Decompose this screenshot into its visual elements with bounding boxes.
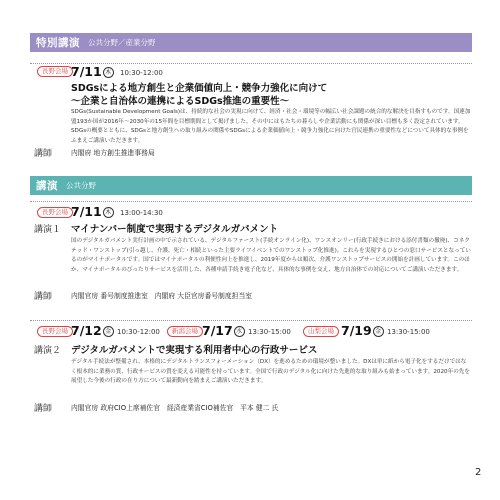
weekday-badge: 木 <box>103 207 114 218</box>
event-time: 13:30-15:00 <box>387 328 430 336</box>
date-text: 7/11 <box>71 64 102 79</box>
special-lecture-heading: 特別講演 <box>36 37 80 49</box>
event-date <box>341 323 384 338</box>
venue-badge: 長野会場 <box>37 66 73 77</box>
event-date <box>71 204 114 219</box>
divider <box>30 320 472 321</box>
divider <box>30 201 472 202</box>
date-text: 7/11 <box>71 204 102 219</box>
lecturer-name: 内閣官房 番号制度推進室 内閣府 大臣官房番号制度担当室 <box>71 292 253 300</box>
special-lecture-header <box>30 33 472 52</box>
lecture-title: SDGsによる地方創生と企業価値向上・競争力強化に向けて <box>71 83 328 94</box>
event-date <box>71 323 114 338</box>
lecture-number: 講演１ <box>34 225 62 235</box>
weekday-badge: 木 <box>103 67 114 78</box>
public-lecture-field: 公共分野 <box>66 181 96 190</box>
venue-badge: 新潟会場 <box>167 326 203 337</box>
lecturer-name: 内閣官房 政府CIO上席補佐官 経済産業省CIO補佐官 平本 健二 氏 <box>71 404 279 412</box>
lecture-title: マイナンバー制度で実現するデジタルガバメント <box>71 224 279 235</box>
public-lecture-heading: 講演 <box>36 180 58 192</box>
public-lecture-header <box>30 176 472 195</box>
lecture-subtitle: ～企業と自治体の連携によるSDGs推進の重要性～ <box>71 96 290 107</box>
event-time: 10:30-12:00 <box>120 69 163 77</box>
page-number: 2 <box>475 467 482 478</box>
special-lecture-field: 公共分野／産業分野 <box>88 38 156 47</box>
lecturer-label: 講師 <box>34 404 53 414</box>
event-time: 13:00-14:30 <box>120 209 163 217</box>
date-text: 7/19 <box>341 323 372 338</box>
weekday-badge: 水 <box>234 326 245 337</box>
lecture-title: デジタルガバメントで実現する利用者中心の行政サービス <box>71 345 318 356</box>
lecturer-label: 講師 <box>34 292 53 302</box>
lecture-number: 講演２ <box>34 346 62 356</box>
event-time: 10:30-12:00 <box>117 328 160 336</box>
lecture-description: デジタル手続法が整備され、本格的にデジタルトランスフォーメーション（DX）を進めるための環境が整いました。DXは単に紙から電子化をするだけではなく根本的に業務の質、行政サービスの質を変える可能性を持っています。全国で行政のデジタル化に向けた先進的な取り組みも始まっています。2020年の先を展望した今後の行政の在り方について最新動向を踏まえご講演いただきます。 <box>71 359 470 384</box>
weekday-badge: 金 <box>373 326 384 337</box>
date-text: 7/12 <box>71 323 102 338</box>
date-text: 7/17 <box>202 323 233 338</box>
lecture-description: 国のデジタルガバメント実行計画の中で示されている、デジタルファースト(手続オンライン化)、ワンスオンリー(行政手続きにおける添付書類の撤廃)、コネクテッド・ワンストップ(引っ越し、介護、死亡・相続といった主要ライフイベントでのワンストップ化推進)。これらを実現するひとつの窓口サービスとなっているのがマイナポータルです。国ではマイナポータルの利便性向上を推進し、2019年度からは順次、介護ワンストップサービスの開始を計画しています。このほか、マイナポータルのびったりサービスを活用した、各種申請手続き電子化など、具体的な事例を交え、地方自治体での対応についてご講演いただきます。 <box>71 238 471 273</box>
lecturer-label: 講師 <box>34 149 53 159</box>
weekday-badge: 金 <box>103 326 114 337</box>
lecture-description: SDGs(Sustainable Development Goals)は、持続的な社会の実現に向けて、経済・社会・環境等の幅広い社会課題の統合的な解決を目指すものです。国連加盟193か国が2016年～2030年の15年間を目標期間として掲げました。その中にはもたちの暮らしや企業活動にも関係が深い目標も多く設定されています。SDGsの概要とともに、SDGsと地方創生への取り組みの関係やSDGsによる企業価値向上・競争力強化に向けた官民連携の重要性などについて具体的な事例をふまえご講演いただきます。 <box>71 109 471 144</box>
event-date <box>202 323 245 338</box>
venue-badge: 山梨会場 <box>303 326 339 337</box>
lecturer-name: 内閣府 地方創生推進事務局 <box>71 149 155 157</box>
event-time: 13:30-15:00 <box>248 328 291 336</box>
venue-badge: 長野会場 <box>37 326 73 337</box>
venue-badge: 長野会場 <box>37 207 73 218</box>
event-date <box>71 64 114 79</box>
